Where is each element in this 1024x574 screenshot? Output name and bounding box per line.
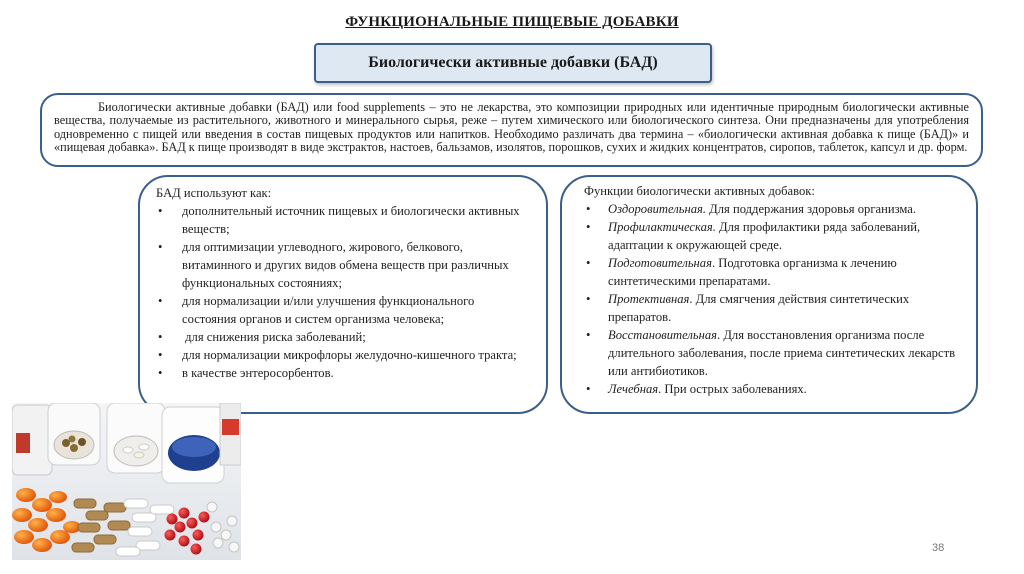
bullet-icon: • (586, 382, 591, 396)
bullet-icon: • (158, 366, 163, 380)
bottle-brown-pills (48, 403, 100, 465)
list-item-text: для оптимизации углеводного, жирового, белкового, витаминного и других видов обмена веществ при различных функциональных состояниях; (182, 240, 509, 290)
intro-text: Биологически активные добавки (БАД) или food supplements – это не лекарства, это композиции природных или идентичные природным биологически активные вещества, получаемые из растительного, животного и минерального сырья, реже – путем химического или биологического синтеза. Они предназначены для употребления одновременно с пищей или введения в состав пищевых продуктов или напитков. Необходимо различать два термина – «биологически активная добавка к пище (БАД)» и «пищевая добавка». БАД к пище производят в виде экстрактов, настоев, бальзамов, изолятов, порошков, сухих и жидких концентратов, сиропов, таблеток, капсул и др. форм. (54, 100, 969, 154)
list-item (584, 200, 962, 218)
function-term: Оздоровительная. (608, 202, 707, 216)
function-text: . Для восстановления организма после длительного заболевания, после приема синтетических лекарств или антибиотиков. (608, 328, 956, 378)
uses-panel (138, 175, 548, 414)
list-item (156, 238, 528, 292)
bullet-icon: • (586, 202, 591, 216)
supplements-illustration (12, 403, 241, 560)
bottle-right (220, 403, 241, 465)
bullet-icon: • (586, 220, 591, 234)
function-term: Лечебная (608, 382, 659, 396)
bottle-white-pills (107, 403, 165, 473)
bottle-blue-cap (162, 407, 224, 483)
supplements-photo (12, 403, 241, 560)
function-text: . При острых заболеваниях. (658, 382, 807, 396)
list-item-text: для снижения риска заболеваний; (182, 330, 366, 344)
function-term: Подготовительная (608, 256, 712, 270)
subtitle-text: Биологически активные добавки (БАД) (368, 54, 658, 71)
list-item-text: в качестве энтеросорбентов. (182, 366, 334, 380)
intro-box (40, 93, 983, 167)
list-item (584, 218, 962, 254)
list-item (156, 202, 528, 238)
list-item (156, 364, 528, 382)
subtitle-box (314, 43, 712, 83)
functions-panel (560, 175, 978, 414)
bottle-left (12, 405, 52, 475)
list-item (156, 346, 528, 364)
list-item-text: для нормализации микрофлоры желудочно-кишечного тракта; (182, 348, 517, 362)
function-term: Протективная (608, 292, 690, 306)
list-item-text: для нормализации и/или улучшения функционального состояния органов и систем организма человека; (182, 294, 475, 326)
list-item (584, 326, 962, 380)
list-item (156, 292, 528, 328)
bullet-icon: • (158, 204, 163, 218)
bullet-icon: • (586, 292, 591, 306)
bullet-icon: • (586, 328, 591, 342)
function-term: Профилактическая. (608, 220, 716, 234)
function-text: . Подготовка организма к лечению синтетическими препаратами. (608, 256, 897, 288)
functions-heading: Функции биологически активных добавок: (584, 184, 815, 198)
bullet-icon: • (158, 294, 163, 308)
uses-heading: БАД используют как: (156, 186, 272, 200)
function-text: Для поддержания здоровья организма. (706, 202, 916, 216)
list-item (156, 328, 528, 346)
bullet-icon: • (158, 330, 163, 344)
list-item (584, 290, 962, 326)
bullet-icon: • (586, 256, 591, 270)
list-item-text: дополнительный источник пищевых и биологически активных веществ; (182, 204, 520, 236)
function-term: Восстановительная (608, 328, 718, 342)
function-text: Для профилактики ряда заболеваний, адаптации к окружающей среде. (608, 220, 921, 252)
functions-list (584, 200, 962, 398)
list-item (584, 254, 962, 290)
bullet-icon: • (158, 240, 163, 254)
uses-list (156, 202, 528, 382)
list-item (584, 380, 962, 398)
page-title: ФУНКЦИОНАЛЬНЫЕ ПИЩЕВЫЕ ДОБАВКИ (345, 14, 679, 30)
page-number: 38 (932, 542, 945, 554)
function-text: . Для смягчения действия синтетических препаратов. (608, 292, 910, 324)
bullet-icon: • (158, 348, 163, 362)
